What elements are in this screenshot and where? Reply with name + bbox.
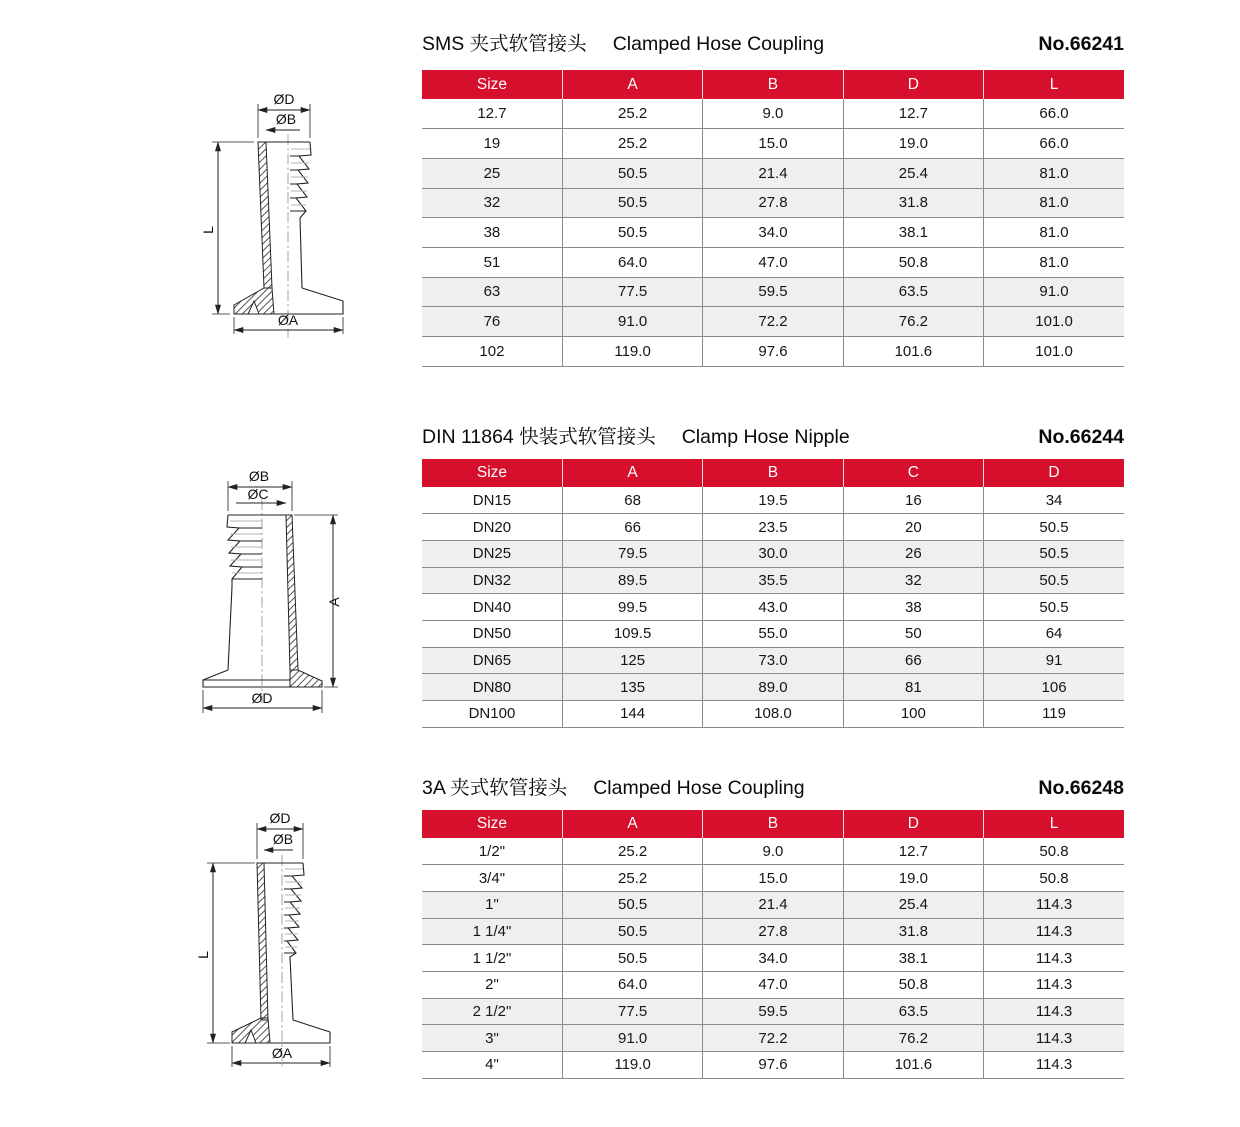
dim-label-ob: ØB xyxy=(275,111,297,127)
extension-lines-left xyxy=(207,863,255,1043)
table-cell: 91.0 xyxy=(562,1025,702,1052)
table-cell: 99.5 xyxy=(562,594,702,621)
table-cell: 4" xyxy=(422,1052,562,1079)
table-cell: 64 xyxy=(984,620,1124,647)
table-cell: 19.0 xyxy=(843,865,983,892)
table-cell: DN20 xyxy=(422,514,562,541)
table-cell: 31.8 xyxy=(843,188,983,218)
table-row xyxy=(422,188,1124,218)
column-header: B xyxy=(703,459,843,487)
column-header: Size xyxy=(422,810,562,838)
table-row xyxy=(422,594,1124,621)
table-cell: 114.3 xyxy=(984,1052,1124,1079)
table-row xyxy=(422,158,1124,188)
table-cell: 63.5 xyxy=(843,998,983,1025)
title-english: Clamp Hose Nipple xyxy=(681,426,850,448)
table-cell: 50.5 xyxy=(984,567,1124,594)
table-cell: 50.5 xyxy=(984,594,1124,621)
table-cell: 89.0 xyxy=(703,674,843,701)
dim-label-od: ØD xyxy=(269,810,291,826)
table-cell: 79.5 xyxy=(562,540,702,567)
table-cell: 12.7 xyxy=(843,99,983,129)
table-cell: 19.5 xyxy=(703,487,843,514)
table-cell: 101.6 xyxy=(843,1052,983,1079)
column-header: B xyxy=(703,810,843,838)
table-cell: 21.4 xyxy=(703,891,843,918)
table-header-row xyxy=(422,810,1124,838)
table-row xyxy=(422,701,1124,728)
table-cell: 97.6 xyxy=(703,1052,843,1079)
table-row xyxy=(422,514,1124,541)
table-row xyxy=(422,891,1124,918)
table-cell: 77.5 xyxy=(562,998,702,1025)
table-cell: 25.4 xyxy=(843,158,983,188)
column-header: D xyxy=(984,459,1124,487)
table-cell: 38 xyxy=(843,594,983,621)
table-cell: 50.8 xyxy=(843,247,983,277)
table-row xyxy=(422,674,1124,701)
table-row xyxy=(422,277,1124,307)
table-cell: 47.0 xyxy=(703,971,843,998)
table-cell: 50.5 xyxy=(562,918,702,945)
table-cell: 101.0 xyxy=(984,337,1124,367)
table-cell: 97.6 xyxy=(703,337,843,367)
table-cell: 76.2 xyxy=(843,1025,983,1052)
table-cell: 51 xyxy=(422,247,562,277)
table-cell: DN65 xyxy=(422,647,562,674)
left-wall-section xyxy=(258,142,272,288)
table-header-row xyxy=(422,459,1124,487)
table-row xyxy=(422,487,1124,514)
table-cell: 59.5 xyxy=(703,277,843,307)
table-cell: 101.0 xyxy=(984,307,1124,337)
table-cell: 109.5 xyxy=(562,620,702,647)
left-wall-section xyxy=(257,863,268,1020)
table-cell: 20 xyxy=(843,514,983,541)
table-row xyxy=(422,307,1124,337)
table-cell: 35.5 xyxy=(703,567,843,594)
dim-label-od: ØD xyxy=(273,91,295,107)
table-cell: 50.8 xyxy=(843,971,983,998)
table-cell: DN50 xyxy=(422,620,562,647)
table-cell: 21.4 xyxy=(703,158,843,188)
table-cell: 64.0 xyxy=(562,247,702,277)
column-header: Size xyxy=(422,459,562,487)
table-cell: 81.0 xyxy=(984,188,1124,218)
table-cell: 66.0 xyxy=(984,99,1124,129)
table-cell: 12.7 xyxy=(422,99,562,129)
table-cell: 2" xyxy=(422,971,562,998)
title-english: Clamped Hose Coupling xyxy=(612,33,825,55)
table-cell: 125 xyxy=(562,647,702,674)
title-chinese: DIN 11864 快装式软管接头 xyxy=(422,426,656,448)
dim-label-a: A xyxy=(326,597,342,607)
table-cell: 91 xyxy=(984,647,1124,674)
table-cell: 76 xyxy=(422,307,562,337)
table-cell: 101.6 xyxy=(843,337,983,367)
title-english: Clamped Hose Coupling xyxy=(593,777,805,799)
table-cell: 31.8 xyxy=(843,918,983,945)
table-cell: DN15 xyxy=(422,487,562,514)
table-cell: 59.5 xyxy=(703,998,843,1025)
catalog-number: No.66248 xyxy=(1038,777,1124,799)
table-cell: 50.8 xyxy=(984,865,1124,892)
table-row xyxy=(422,971,1124,998)
table-cell: 114.3 xyxy=(984,918,1124,945)
table-cell: 16 xyxy=(843,487,983,514)
table-cell: 3" xyxy=(422,1025,562,1052)
flange-right-section xyxy=(290,670,322,687)
table-cell: 27.8 xyxy=(703,188,843,218)
dim-label-l: L xyxy=(200,226,216,234)
table-cell: 106 xyxy=(984,674,1124,701)
column-header: A xyxy=(562,70,702,99)
table-cell: 25.2 xyxy=(562,865,702,892)
table-cell: 12.7 xyxy=(843,838,983,865)
din-dimension-table xyxy=(422,459,1124,728)
table-cell: 144 xyxy=(562,701,702,728)
column-header: D xyxy=(843,810,983,838)
dim-label-oa: ØA xyxy=(271,1045,293,1061)
column-header: Size xyxy=(422,70,562,99)
table-cell: 66 xyxy=(843,647,983,674)
table-cell: 34 xyxy=(984,487,1124,514)
table-cell: 81.0 xyxy=(984,247,1124,277)
dim-label-od: ØD xyxy=(251,690,273,706)
table-row xyxy=(422,998,1124,1025)
barb-profile xyxy=(287,863,304,1020)
column-header: B xyxy=(703,70,843,99)
section-title-din xyxy=(422,424,1124,450)
table-cell: 89.5 xyxy=(562,567,702,594)
table-cell: 1 1/4" xyxy=(422,918,562,945)
table-cell: 1" xyxy=(422,891,562,918)
table-cell: 72.2 xyxy=(703,1025,843,1052)
dim-label-oa: ØA xyxy=(277,312,299,328)
table-cell: 91.0 xyxy=(562,307,702,337)
table-row xyxy=(422,647,1124,674)
table-row xyxy=(422,620,1124,647)
right-wall-section xyxy=(286,515,298,670)
column-header: D xyxy=(843,70,983,99)
table-cell: 50 xyxy=(843,620,983,647)
table-cell: 23.5 xyxy=(703,514,843,541)
table-cell: 34.0 xyxy=(703,218,843,248)
table-cell: 91.0 xyxy=(984,277,1124,307)
table-cell: 66.0 xyxy=(984,129,1124,159)
column-header: A xyxy=(562,459,702,487)
dim-label-ob: ØB xyxy=(272,831,294,847)
table-cell: 32 xyxy=(422,188,562,218)
table-cell: 1/2" xyxy=(422,838,562,865)
table-cell: 50.5 xyxy=(984,540,1124,567)
table-cell: 25.2 xyxy=(562,99,702,129)
table-cell: 63 xyxy=(422,277,562,307)
table-cell: 38 xyxy=(422,218,562,248)
column-header: L xyxy=(984,810,1124,838)
table-row xyxy=(422,1025,1124,1052)
table-cell: 64.0 xyxy=(562,971,702,998)
table-cell: 1 1/2" xyxy=(422,945,562,972)
table-cell: 73.0 xyxy=(703,647,843,674)
table-cell: 81.0 xyxy=(984,158,1124,188)
dim-label-oc: ØC xyxy=(247,486,269,502)
table-row xyxy=(422,218,1124,248)
table-cell: 50.5 xyxy=(984,514,1124,541)
table-cell: 34.0 xyxy=(703,945,843,972)
table-cell: 55.0 xyxy=(703,620,843,647)
sms-dimension-table xyxy=(422,70,1124,367)
table-cell: DN80 xyxy=(422,674,562,701)
table-cell: 30.0 xyxy=(703,540,843,567)
catalog-number: No.66244 xyxy=(1038,426,1124,448)
table-cell: 38.1 xyxy=(843,218,983,248)
table-cell: 114.3 xyxy=(984,1025,1124,1052)
table-cell: 114.3 xyxy=(984,971,1124,998)
table-row xyxy=(422,918,1124,945)
table-cell: 108.0 xyxy=(703,701,843,728)
table-cell: 25.2 xyxy=(562,129,702,159)
barb-profile xyxy=(227,515,242,670)
table-cell: 50.5 xyxy=(562,945,702,972)
table-cell: 63.5 xyxy=(843,277,983,307)
table-cell: 72.2 xyxy=(703,307,843,337)
table-cell: 100 xyxy=(843,701,983,728)
table-cell: 77.5 xyxy=(562,277,702,307)
table-cell: 114.3 xyxy=(984,945,1124,972)
3a-dimension-table xyxy=(422,810,1124,1079)
table-cell: 47.0 xyxy=(703,247,843,277)
table-row xyxy=(422,247,1124,277)
table-row xyxy=(422,1052,1124,1079)
table-cell: 50.5 xyxy=(562,158,702,188)
table-cell: 119 xyxy=(984,701,1124,728)
table-cell: 50.5 xyxy=(562,188,702,218)
barb-profile xyxy=(296,142,311,288)
table-cell: 81.0 xyxy=(984,218,1124,248)
table-cell: 9.0 xyxy=(703,838,843,865)
table-cell: 76.2 xyxy=(843,307,983,337)
table-cell: DN25 xyxy=(422,540,562,567)
table-cell: 114.3 xyxy=(984,891,1124,918)
table-row xyxy=(422,99,1124,129)
table-cell: 25 xyxy=(422,158,562,188)
table-header-row xyxy=(422,70,1124,99)
table-cell: 2 1/2" xyxy=(422,998,562,1025)
catalog-number: No.66241 xyxy=(1038,33,1124,55)
table-cell: 50.5 xyxy=(562,218,702,248)
table-cell: 32 xyxy=(843,567,983,594)
table-cell: 135 xyxy=(562,674,702,701)
table-cell: 25.4 xyxy=(843,891,983,918)
table-cell: 50.8 xyxy=(984,838,1124,865)
table-cell: 81 xyxy=(843,674,983,701)
section-title-sms xyxy=(422,31,1124,57)
table-row xyxy=(422,865,1124,892)
barb-inner-lines xyxy=(230,521,262,573)
title-chinese: SMS 夹式软管接头 xyxy=(422,33,587,55)
table-cell: 15.0 xyxy=(703,865,843,892)
table-cell: 114.3 xyxy=(984,998,1124,1025)
table-cell: DN100 xyxy=(422,701,562,728)
table-cell: 119.0 xyxy=(562,337,702,367)
technical-drawing-3a xyxy=(183,805,379,1083)
table-cell: 119.0 xyxy=(562,1052,702,1079)
technical-drawing-din xyxy=(186,455,382,725)
table-cell: 43.0 xyxy=(703,594,843,621)
table-cell: 38.1 xyxy=(843,945,983,972)
title-chinese: 3A 夹式软管接头 xyxy=(422,777,568,799)
table-row xyxy=(422,567,1124,594)
table-cell: 27.8 xyxy=(703,918,843,945)
dim-label-ob: ØB xyxy=(248,468,270,484)
column-header: C xyxy=(843,459,983,487)
table-cell: 68 xyxy=(562,487,702,514)
table-row xyxy=(422,945,1124,972)
table-cell: 3/4" xyxy=(422,865,562,892)
table-row xyxy=(422,129,1124,159)
column-header: A xyxy=(562,810,702,838)
table-cell: 50.5 xyxy=(562,891,702,918)
table-cell: 9.0 xyxy=(703,99,843,129)
table-row xyxy=(422,337,1124,367)
table-cell: 26 xyxy=(843,540,983,567)
table-row xyxy=(422,838,1124,865)
table-cell: 25.2 xyxy=(562,838,702,865)
dim-label-l: L xyxy=(195,951,211,959)
table-cell: 102 xyxy=(422,337,562,367)
column-header: L xyxy=(984,70,1124,99)
table-cell: 15.0 xyxy=(703,129,843,159)
technical-drawing-sms xyxy=(196,88,380,344)
table-cell: 19 xyxy=(422,129,562,159)
table-cell: 66 xyxy=(562,514,702,541)
section-title-3a xyxy=(422,775,1124,801)
table-cell: 19.0 xyxy=(843,129,983,159)
table-cell: DN40 xyxy=(422,594,562,621)
table-row xyxy=(422,540,1124,567)
table-cell: DN32 xyxy=(422,567,562,594)
